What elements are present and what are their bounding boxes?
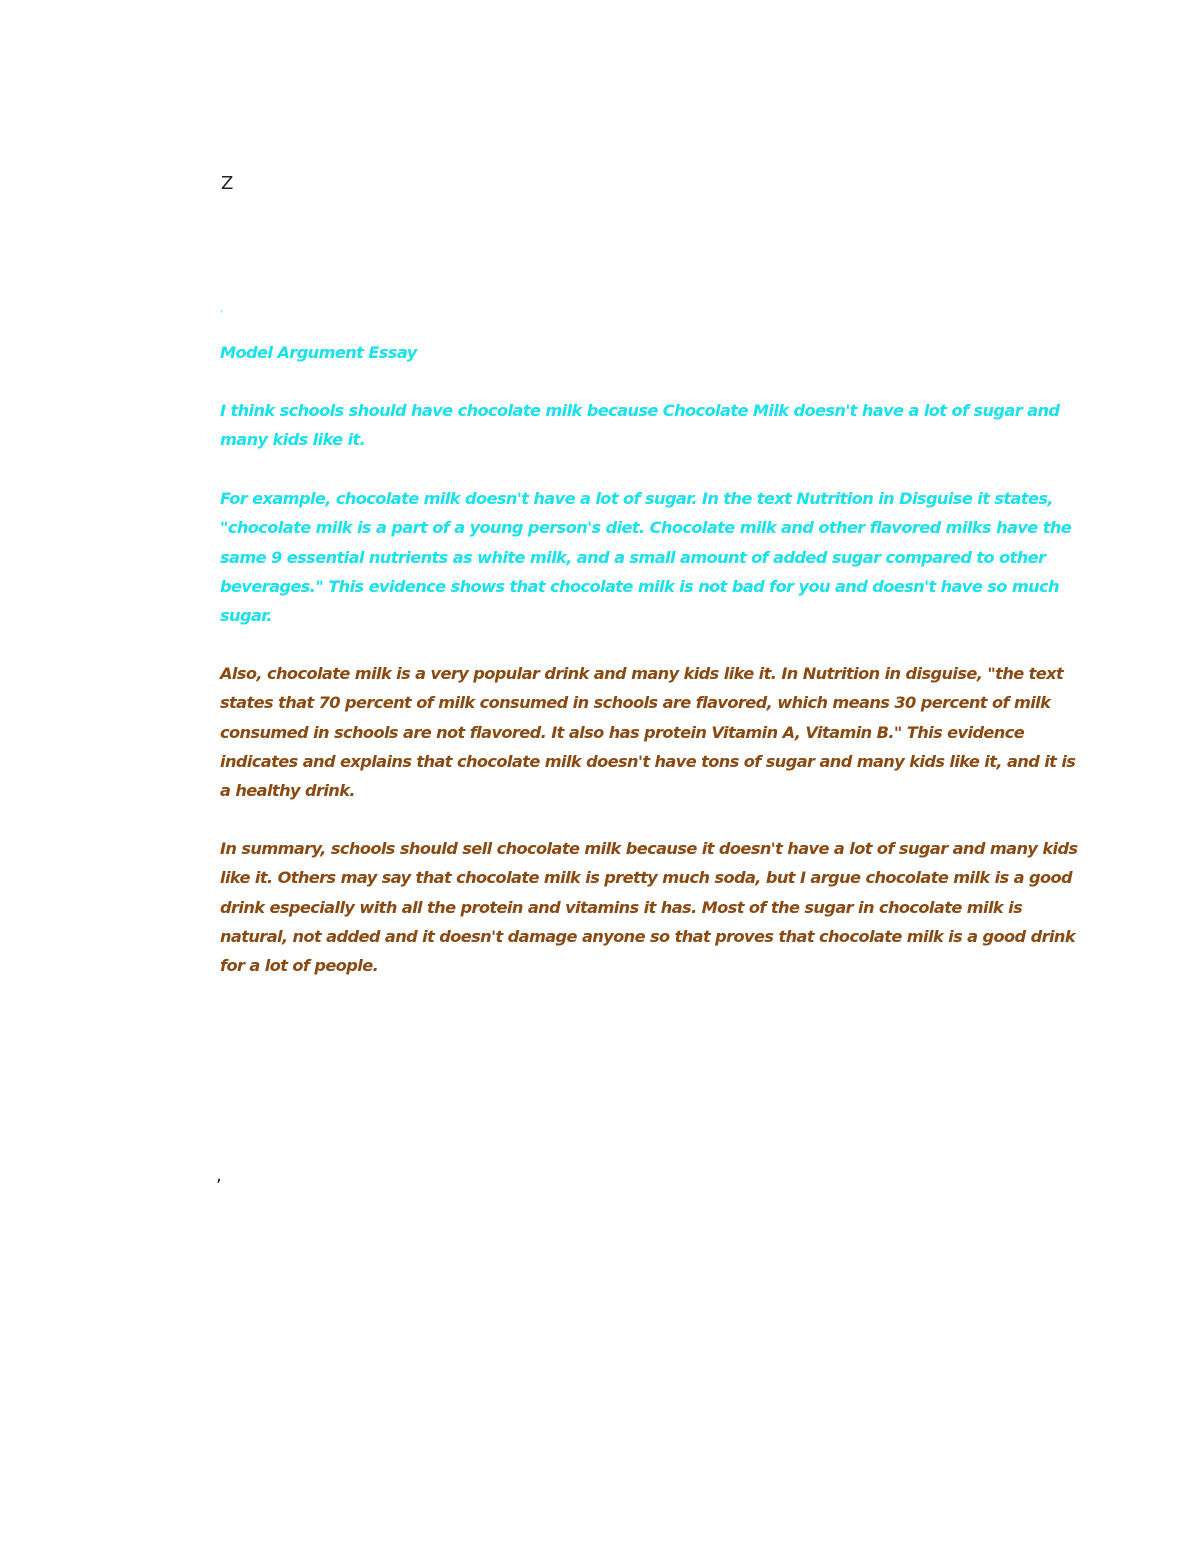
essay-title: Model Argument Essay	[220, 343, 417, 362]
page-mark-z: Z	[221, 173, 234, 194]
intro-paragraph: I think schools should have chocolate milk because Chocolate Milk doesn't have a lot of sugar and many kids like it.	[220, 401, 1060, 450]
body-paragraph-2: Also, chocolate milk is a very popular drink and many kids like it. In Nutrition in disguise, "the text states that 70 percent of milk consumed in schools are flavored, which means 30 percent of milk consumed in schools are not flavored. It also has protein Vitamin A, Vitamin B." This evidence indicates and explains that chocolate milk doesn't have tons of sugar and many kids like it, and it is a healthy drink.	[220, 664, 1076, 801]
page-mark-comma: ,	[216, 1165, 222, 1186]
summary-paragraph: In summary, schools should sell chocolate milk because it doesn't have a lot of sugar and many kids like it. Others may say that chocolate milk is pretty much soda, but I argue chocolate milk is a good drink especially with all the protein and vitamins it has. Most of the sugar in chocolate milk is natural, not added and it doesn't damage anyone so that proves that chocolate milk is a good drink for a lot of people.	[220, 839, 1078, 976]
body-paragraph-1: For example, chocolate milk doesn't have a lot of sugar. In the text Nutrition in Disguise it states, "chocolate milk is a part of a young person's diet. Chocolate milk and other flavored milks have the same 9 essential nutrients as white milk, and a small amount of added sugar compared to other beverages." This evidence shows that chocolate milk is not bad for you and doesn't have so much sugar.	[220, 489, 1072, 626]
page-mark-tick: '	[220, 309, 223, 320]
